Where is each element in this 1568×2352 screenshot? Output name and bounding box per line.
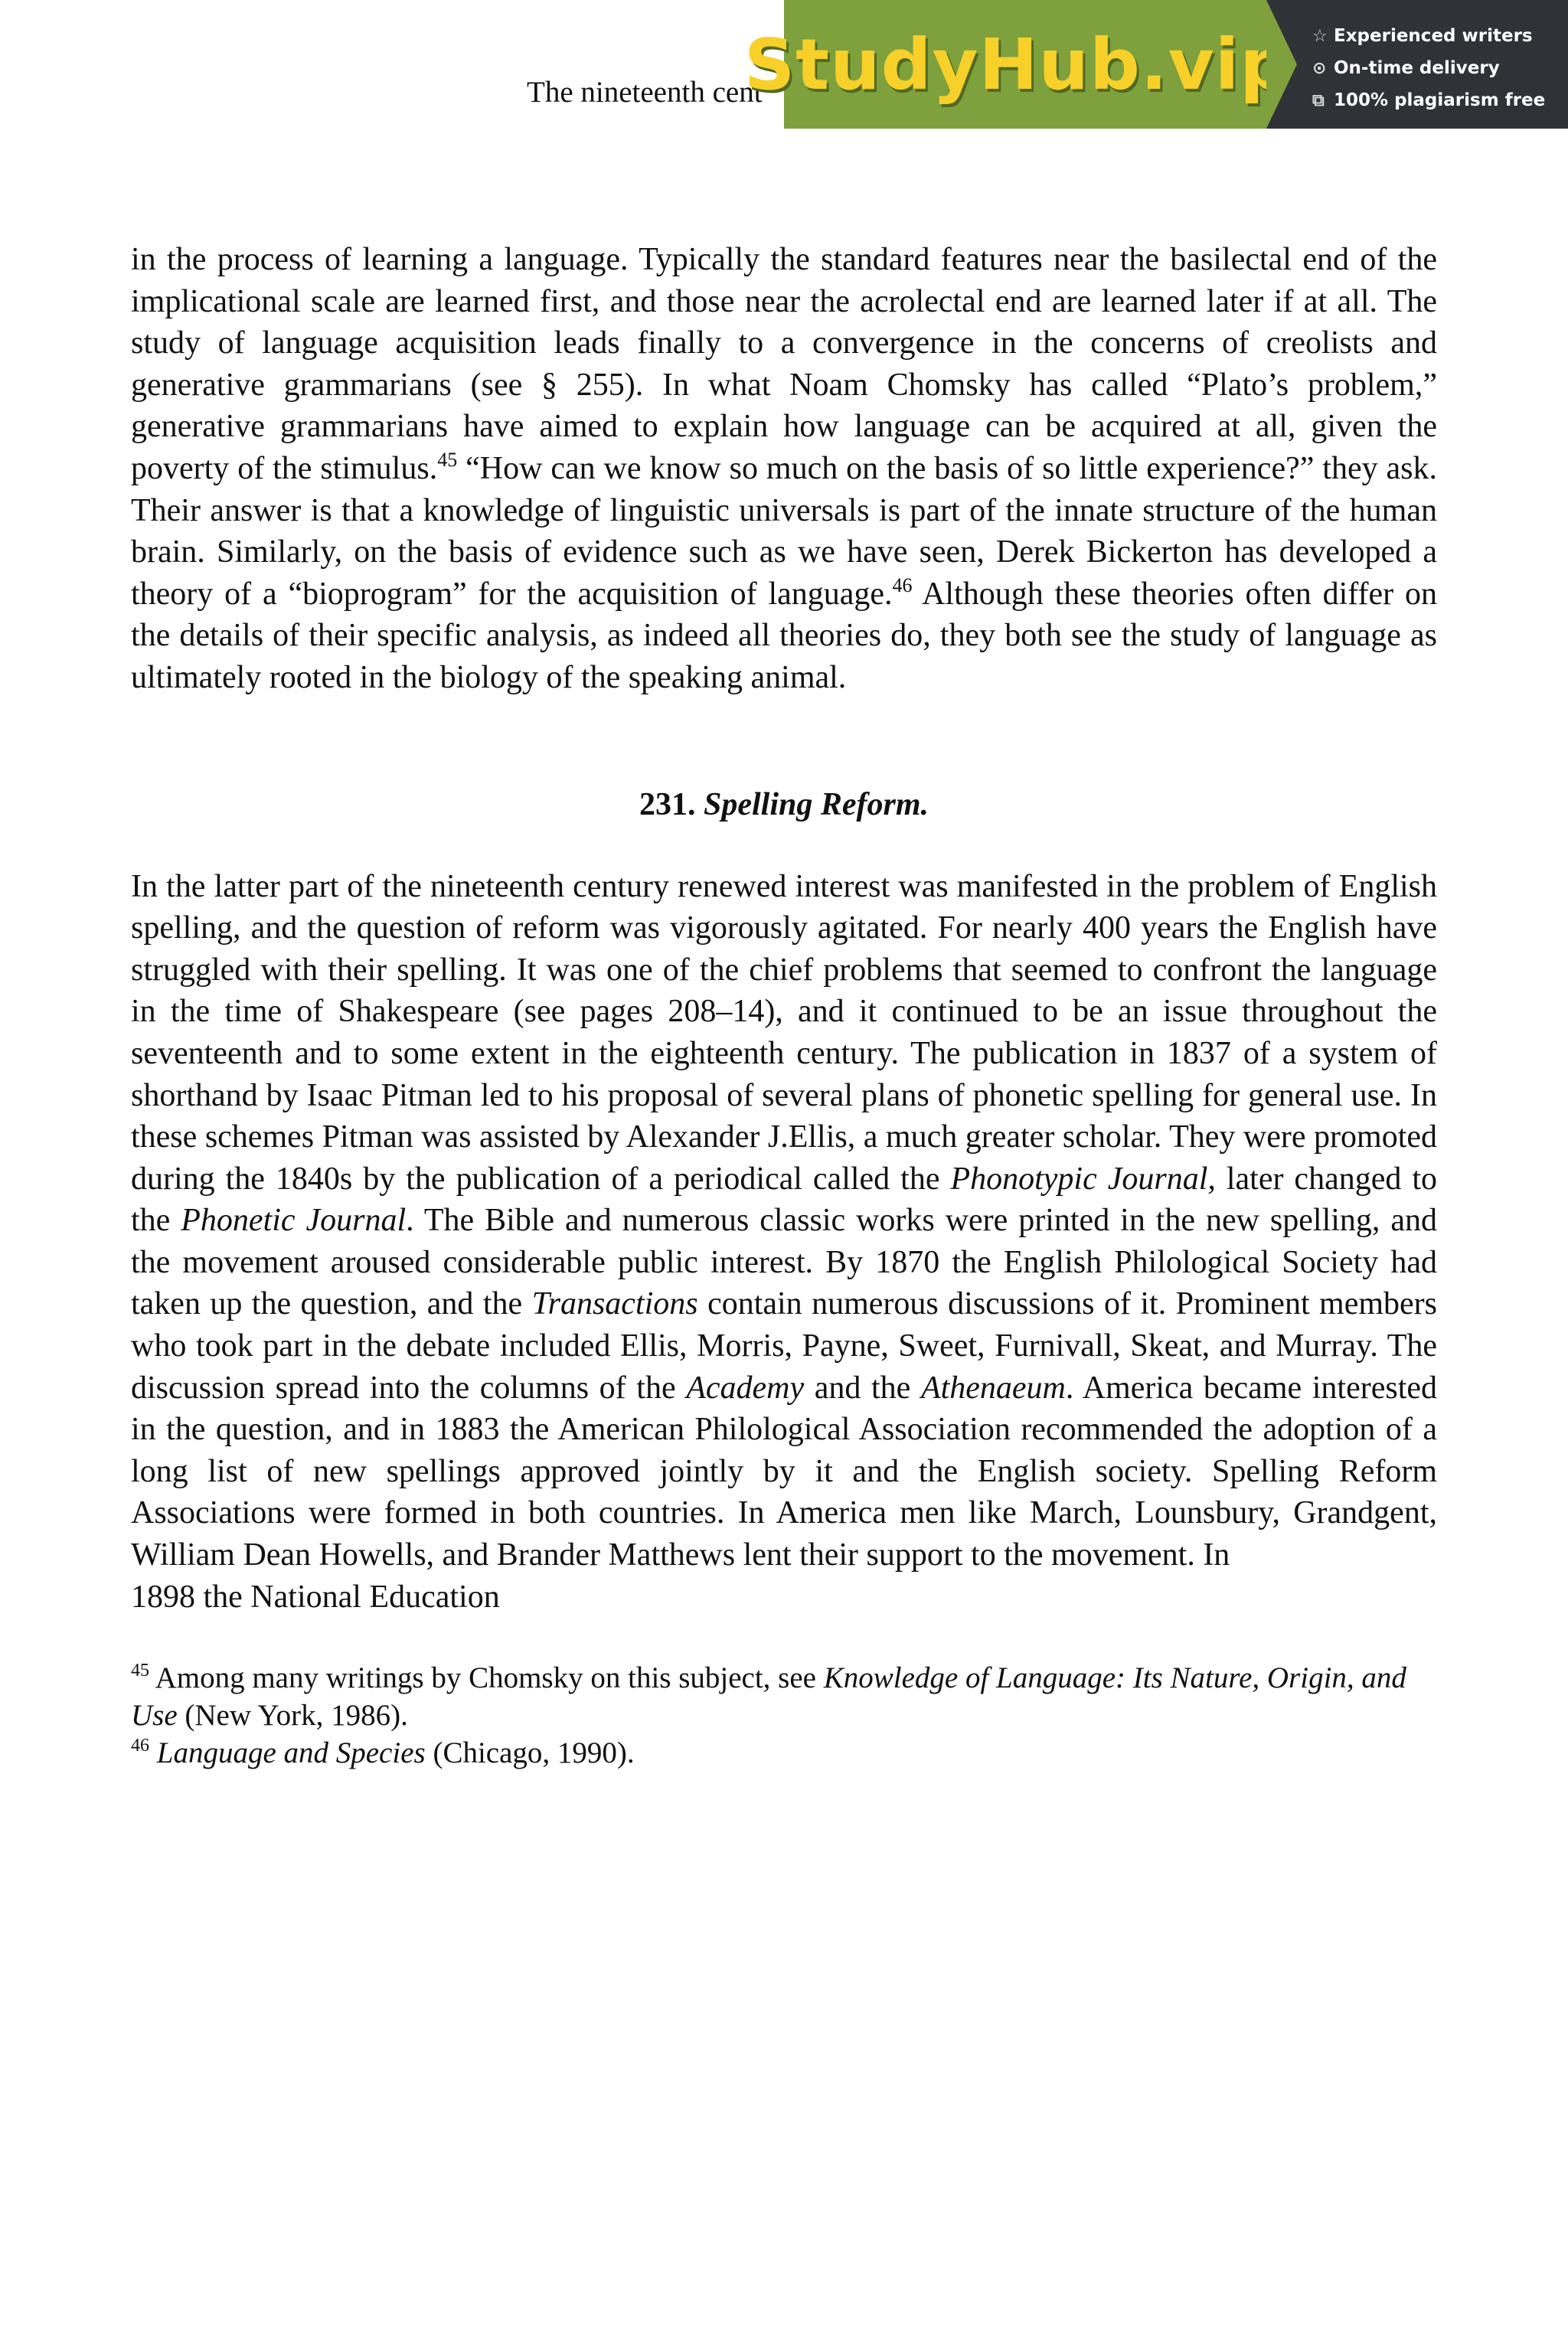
feature-plagiarism-free [1312,84,1568,116]
section-heading [131,786,1437,823]
feature-label: On-time delivery [1334,58,1500,78]
studyhub-logo[interactable] [743,0,1292,129]
footnote-text: (New York, 1986). [177,1699,408,1733]
title-academy: Academy [686,1370,805,1406]
footnote-book-title: Language and Species [156,1736,426,1770]
studyhub-ad-banner[interactable] [743,0,1568,129]
footnote-number: 46 [131,1736,149,1756]
footnote-46 [131,1734,1437,1772]
footnote-45 [131,1659,1437,1734]
text-run: In the latter part of the nineteenth century renewed interest was manifested in the problem of English spelling, and the question of reform was vigorously agitated. For nearly 400 years the English have struggled with their spelling. It was one of the chief problems that seemed to confront the language in the time of Shakespeare (see pages 208–14), and it continued to be an issue throughout the seventeenth and to some extent in the eighteenth century. The publication in 1837 of a system of shorthand by Isaac Pitman led to his proposal of several plans of phonetic spelling for general use. In these schemes Pitman was assisted by Alexander J.Ellis, a much greater scholar. They were promoted during the 1840s by the publication of a periodical called the [131,868,1437,1197]
paragraph-spelling-reform [131,866,1437,1619]
page-body [131,239,1437,1772]
text-run: later changed to the [131,1161,1438,1239]
paragraph-language-acquisition [131,239,1437,699]
footnote-book-title: Knowledge of Language: Its Nature, Origin, and Use [131,1661,1406,1733]
logo-text: StudyHub.vip [743,23,1292,106]
title-phonetic-journal: Phonetic Journal [181,1203,407,1239]
title-phonotypic-journal: Phonotypic Journal, [950,1161,1216,1197]
title-transactions: Transactions [531,1286,698,1322]
feature-on-time-delivery [1312,52,1568,84]
footnote-text [149,1736,157,1769]
footnote-number: 45 [131,1661,149,1681]
footnotes [131,1659,1437,1772]
text-run: . The Bible and numerous classic works were printed in the new spelling, and the movement aroused considerable public interest. By 1870 the English Philological Society had taken up the question, and the [131,1203,1438,1322]
star-icon: ☆ [1312,26,1328,46]
banner-features [1266,0,1568,129]
feature-label: Experienced writers [1334,26,1533,46]
feature-experienced-writers [1312,20,1568,52]
feature-label: 100% plagiarism free [1334,90,1546,110]
section-number: 231. [639,786,704,822]
text-run: in the process of learning a language. Typically the standard features near the basilectal end of the implicational scale are learned first, and those near the acrolectal end are learned later if at all. The study of language acquisition leads finally to a convergence in the concerns of creolists and generative grammarians (see § 255). In what Noam Chomsky has called “Plato’s problem,” generative grammarians have aimed to explain how language can be acquired at all, given the poverty of the stimulus. [131,242,1437,486]
text-run: 1898 the National Education [131,1579,500,1615]
text-run: Although these theories often differ on the details of their specific analysis, as indeed all theories do, they both see the study of language as ultimately rooted in the biology of the speaking animal. [131,576,1437,695]
clock-icon: ⊙ [1312,58,1327,78]
footnote-ref-45[interactable]: 45 [437,448,458,471]
text-run: contain numerous discussions of it. Prominent members who took part in the debate included Ellis, Morris, Payne, Sweet, Furnivall, Skeat, and Murray. The discussion spread into the columns of the [131,1286,1437,1406]
text-run: . America became interested in the question, and in 1883 the American Philological Association recommended the adoption of a long list of new spellings approved jointly by it and the English society. Spelling Reform Associations were formed in both countries. In America men like March, Lounsbury, Grandgent, William Dean Howells, and Brander Matthews lent their support to the movement. In [131,1370,1438,1573]
footnote-ref-46[interactable]: 46 [892,573,913,596]
title-athenaeum: Athenaeum [920,1370,1066,1406]
text-run: “How can we know so much on the basis of so little experience?” they ask. Their answer is that a knowledge of linguistic universals is part of the innate structure of the human brain. Similarly, on the basis of evidence such as we have seen, Derek Bickerton has developed a theory of a “bioprogram” for the acquisition of language. [131,450,1437,612]
footnote-text: Among many writings by Chomsky on this subject, see [149,1661,824,1695]
text-run: and the [804,1370,921,1406]
copy-icon: ⧉ [1312,90,1325,110]
section-title: Spelling Reform. [703,786,929,822]
footnote-text: (Chicago, 1990). [425,1736,635,1770]
running-header: The nineteenth cent [527,76,763,109]
